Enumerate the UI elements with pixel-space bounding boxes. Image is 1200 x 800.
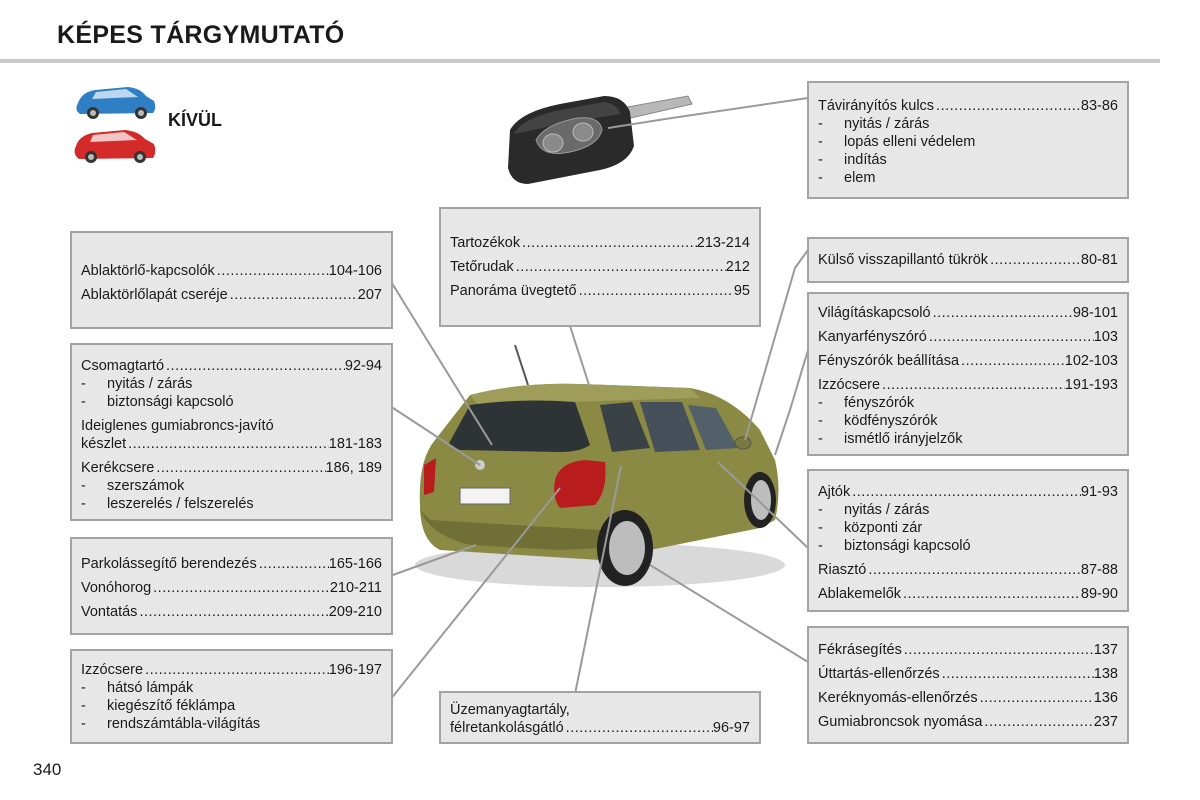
index-label: Ajtók [818, 484, 851, 500]
index-subitem: - fényszórók [818, 394, 1118, 412]
blue-car-icon [76, 87, 155, 119]
index-label: Gumiabroncsok nyomása [818, 714, 983, 730]
index-row [81, 262, 382, 280]
index-row [818, 665, 1118, 683]
index-subitem: - ködfényszórók [818, 412, 1118, 430]
index-label: Parkolássegítő berendezés [81, 556, 257, 572]
index-row [81, 286, 382, 304]
index-label: Kanyarfényszóró [818, 329, 927, 345]
page-ref: 92-94 [344, 358, 382, 374]
index-label: Tetőrudak [450, 259, 514, 275]
index-label: Ablaktörlőlapát cseréje [81, 287, 228, 303]
index-subitem: - leszerelés / felszerelés [81, 495, 382, 513]
page-ref: 196-197 [328, 662, 382, 678]
page-ref: 212 [725, 259, 750, 275]
page-ref: 213-214 [696, 235, 750, 251]
parking-box [70, 537, 393, 635]
index-subitem: - indítás [818, 151, 1118, 169]
index-subitem: - szerszámok [81, 477, 382, 495]
index-subitem: - hátsó lámpák [81, 679, 382, 697]
index-label: Vonóhorog [81, 580, 152, 596]
index-label: Fékrásegítés [818, 642, 902, 658]
index-row [81, 435, 382, 453]
index-subitem: - biztonsági kapcsoló [81, 393, 382, 411]
index-subitem: - kiegészítő féklámpa [81, 697, 382, 715]
index-label: Csomagtartó [81, 358, 165, 374]
page-ref: 209-210 [328, 604, 382, 620]
index-row [450, 258, 750, 276]
wipers-box [70, 231, 393, 329]
index-subitem: - rendszámtábla-világítás [81, 715, 382, 733]
page-ref: 138 [1093, 666, 1118, 682]
lights-box [807, 292, 1129, 456]
page-ref: 186, 189 [325, 460, 382, 476]
index-row [818, 641, 1118, 659]
mirrors-box [807, 237, 1129, 283]
index-row [81, 459, 382, 477]
index-row [818, 328, 1118, 346]
index-label: Távirányítós kulcs [818, 98, 935, 114]
index-label: Fényszórók beállítása [818, 353, 960, 369]
page-number: 340 [33, 760, 62, 779]
index-subitem: - nyitás / zárás [81, 375, 382, 393]
index-row [818, 304, 1118, 322]
index-label: Külső visszapillantó tükrök [818, 252, 989, 268]
accessories-box [439, 207, 761, 327]
index-row [450, 282, 750, 300]
page-ref: 95 [733, 283, 750, 299]
page-ref: 191-193 [1064, 377, 1118, 393]
index-row [81, 603, 382, 621]
index-row [818, 376, 1118, 394]
page-ref: 103 [1093, 329, 1118, 345]
page-ref: 165-166 [328, 556, 382, 572]
page-ref: 98-101 [1072, 305, 1118, 321]
page-ref: 89-90 [1080, 586, 1118, 602]
page-ref: 210-211 [329, 580, 382, 596]
page-ref: 91-93 [1080, 484, 1118, 500]
index-row [818, 352, 1118, 370]
page-ref: 102-103 [1064, 353, 1118, 369]
index-row [81, 661, 382, 679]
page-ref: 80-81 [1080, 252, 1118, 268]
index-label: Riasztó [818, 562, 867, 578]
index-label: Vontatás [81, 604, 138, 620]
index-row [450, 234, 750, 252]
page-ref: 96-97 [712, 720, 750, 736]
page-ref: 207 [357, 287, 382, 303]
boot-box [70, 343, 393, 521]
page-ref: 104-106 [328, 263, 382, 279]
index-label: Ideiglenes gumiabroncs-javító [81, 418, 274, 434]
remote-key-image [508, 96, 692, 184]
brakes-box [807, 626, 1129, 744]
index-label: félretankolásgátló [450, 720, 564, 736]
index-label: Ablaktörlő-kapcsolók [81, 263, 215, 279]
index-label: Izzócsere [818, 377, 881, 393]
car-rear-view-image [415, 345, 785, 587]
index-row [818, 585, 1118, 603]
index-label: Izzócsere [81, 662, 144, 678]
section-heading: KÍVÜL [168, 110, 222, 130]
index-label: Ablakemelők [818, 586, 902, 602]
index-row [818, 483, 1118, 501]
red-car-icon [75, 130, 156, 163]
index-label: Világításkapcsoló [818, 305, 931, 321]
page-ref: 181-183 [328, 436, 382, 452]
index-label: Keréknyomás-ellenőrzés [818, 690, 978, 706]
index-label: Panoráma üvegtető [450, 283, 577, 299]
index-subitem: - elem [818, 169, 1118, 187]
index-subitem: - nyitás / zárás [818, 501, 1118, 519]
index-subitem: - biztonsági kapcsoló [818, 537, 1118, 555]
index-row [818, 713, 1118, 731]
index-row [818, 97, 1118, 115]
index-subitem: - ismétlő irányjelzők [818, 430, 1118, 448]
index-row [81, 555, 382, 573]
index-row [818, 689, 1118, 707]
index-row [450, 719, 750, 737]
index-row [81, 357, 382, 375]
index-label: Úttartás-ellenőrzés [818, 666, 940, 682]
page-ref: 83-86 [1080, 98, 1118, 114]
index-subitem: - nyitás / zárás [818, 115, 1118, 133]
index-label: Kerékcsere [81, 460, 155, 476]
index-label: Tartozékok [450, 235, 521, 251]
page-ref: 136 [1093, 690, 1118, 706]
page-ref: 87-88 [1080, 562, 1118, 578]
page-title: KÉPES TÁRGYMUTATÓ [57, 21, 345, 49]
remote-key-box [807, 81, 1129, 199]
index-row [818, 561, 1118, 579]
index-row [818, 251, 1118, 269]
index-label: Üzemanyagtartály, [450, 702, 570, 718]
index-label: készlet [81, 436, 127, 452]
page-ref: 137 [1093, 642, 1118, 658]
index-row [81, 579, 382, 597]
fuel-box [439, 691, 761, 744]
rear-bulbs-box [70, 649, 393, 744]
index-subitem: - központi zár [818, 519, 1118, 537]
page-ref: 237 [1093, 714, 1118, 730]
doors-box [807, 469, 1129, 612]
index-subitem: - lopás elleni védelem [818, 133, 1118, 151]
